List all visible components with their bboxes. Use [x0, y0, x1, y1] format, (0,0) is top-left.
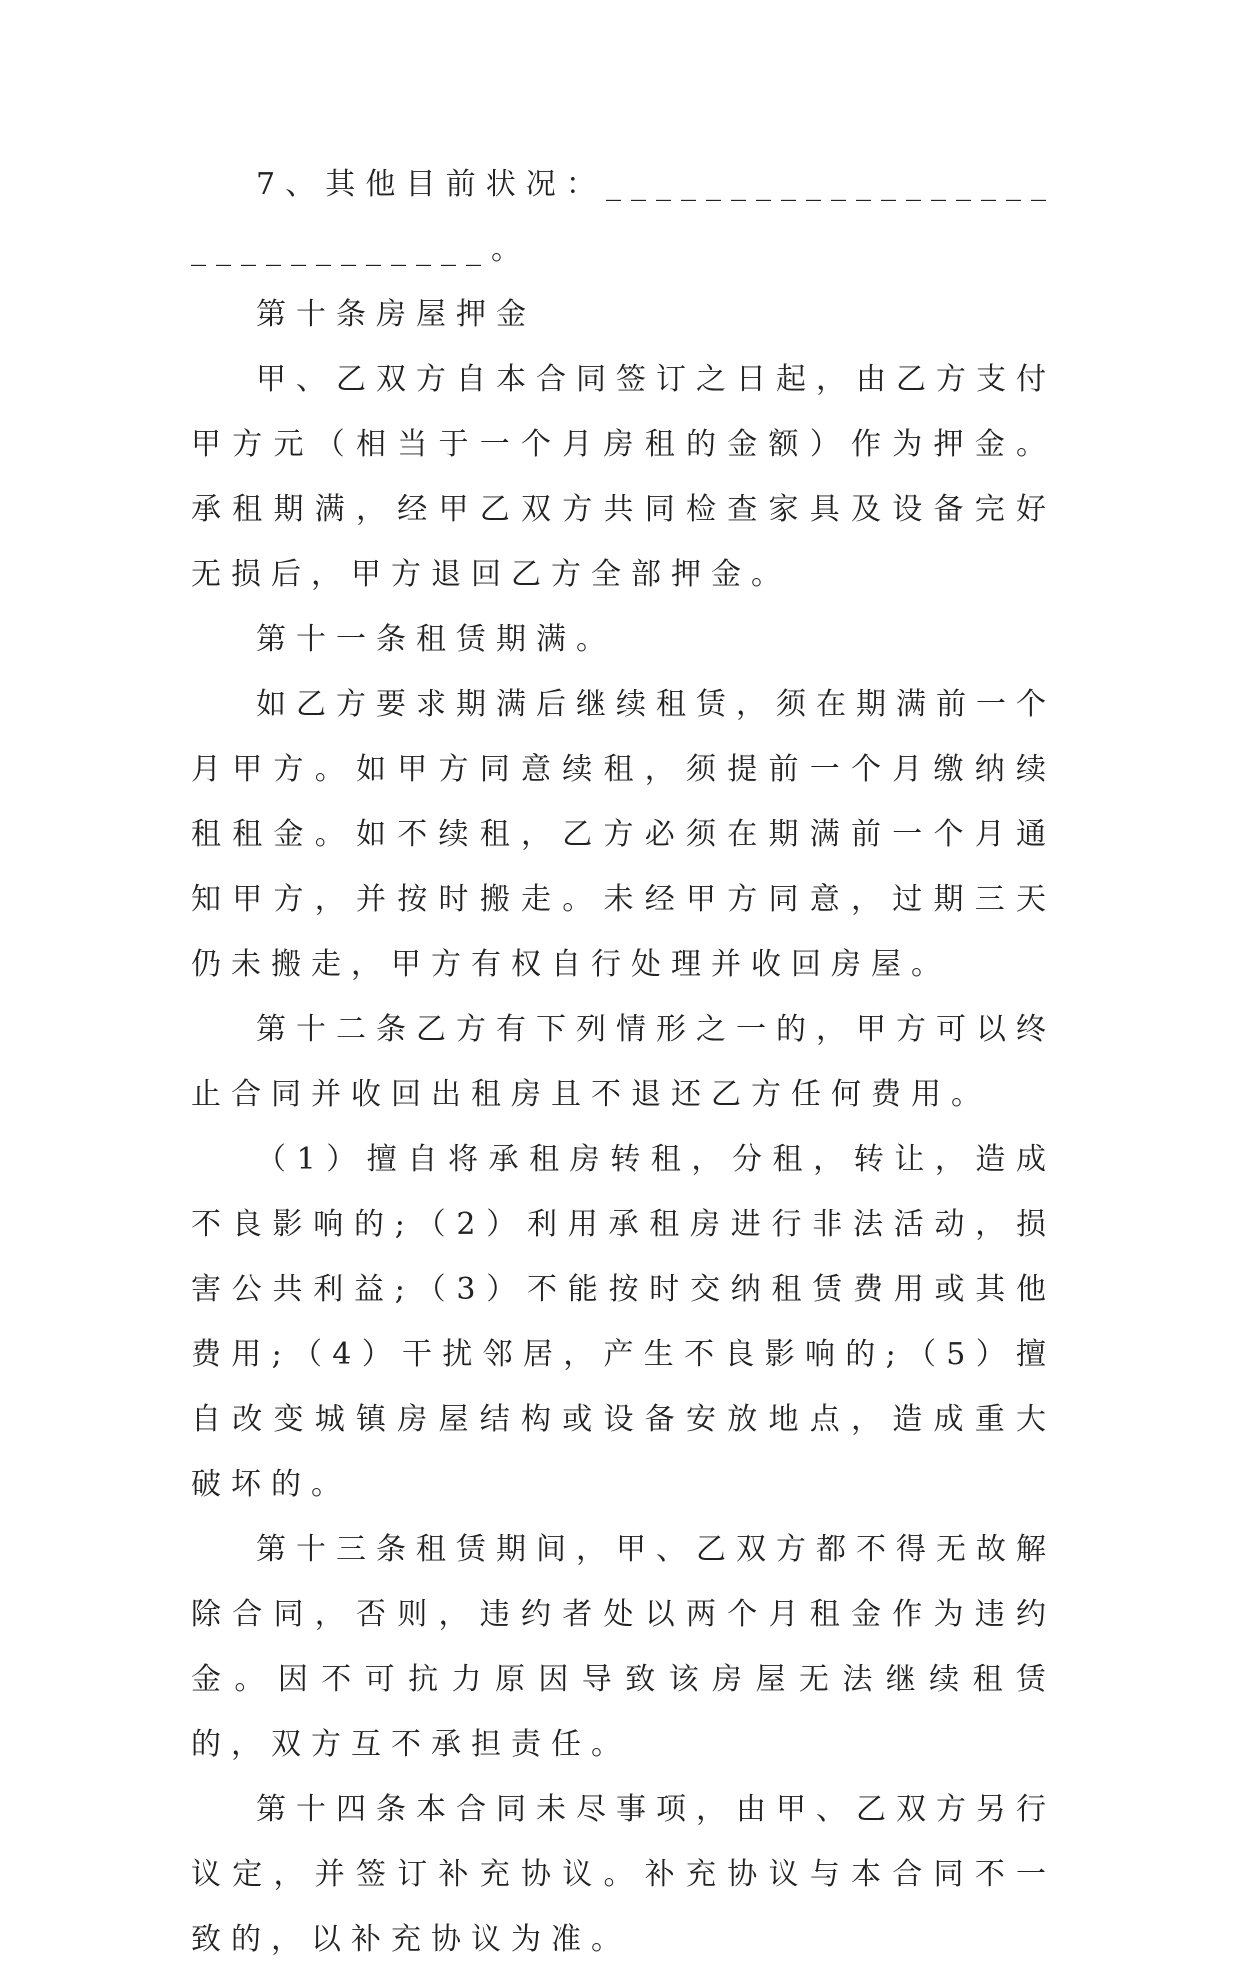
paragraph-other-status: 7、其他目前状况：______________________________。: [191, 167, 1056, 267]
paragraph-article-14: 第十四条本合同未尽事项，由甲、乙双方另行议定，并签订补充协议。补充协议与本合同不一致的，以补充协议为准。: [191, 1792, 1056, 1957]
paragraph-article-10-body: 甲、乙双方自本合同签订之日起，由乙方支付甲方元（相当于一个月房租的金额）作为押金。承租期满，经甲乙双方共同检查家具及设备完好无损后，甲方退回乙方全部押金。: [191, 362, 1056, 592]
paragraph-article-13: 第十三条租赁期间，甲、乙双方都不得无故解除合同，否则，违约者处以两个月租金作为违约金。因不可抗力原因导致该房屋无法继续租赁的，双方互不承担责任。: [191, 1532, 1056, 1762]
paragraph-article-12-items: （1）擅自将承租房转租，分租，转让，造成不良影响的;（2）利用承租房进行非法活动，损害公共利益;（3）不能按时交纳租赁费用或其他费用;（4）干扰邻居，产生不良影响的;（5）擅自改变城镇房屋结构或设备安放地点，造成重大破坏的。: [191, 1142, 1056, 1502]
document-body: [191, 152, 1056, 1972]
paragraph-article-11-body: 如乙方要求期满后继续租赁，须在期满前一个月甲方。如甲方同意续租，须提前一个月缴纳续租租金。如不续租，乙方必须在期满前一个月通知甲方，并按时搬走。未经甲方同意，过期三天仍未搬走，甲方有权自行处理并收回房屋。: [191, 687, 1056, 982]
heading-article-10-deposit: 第十条房屋押金: [256, 297, 536, 332]
heading-article-11-expiry: 第十一条租赁期满。: [256, 622, 616, 657]
paragraph-article-12: 第十二条乙方有下列情形之一的，甲方可以终止合同并收回出租房且不退还乙方任何费用。: [191, 1012, 1056, 1112]
